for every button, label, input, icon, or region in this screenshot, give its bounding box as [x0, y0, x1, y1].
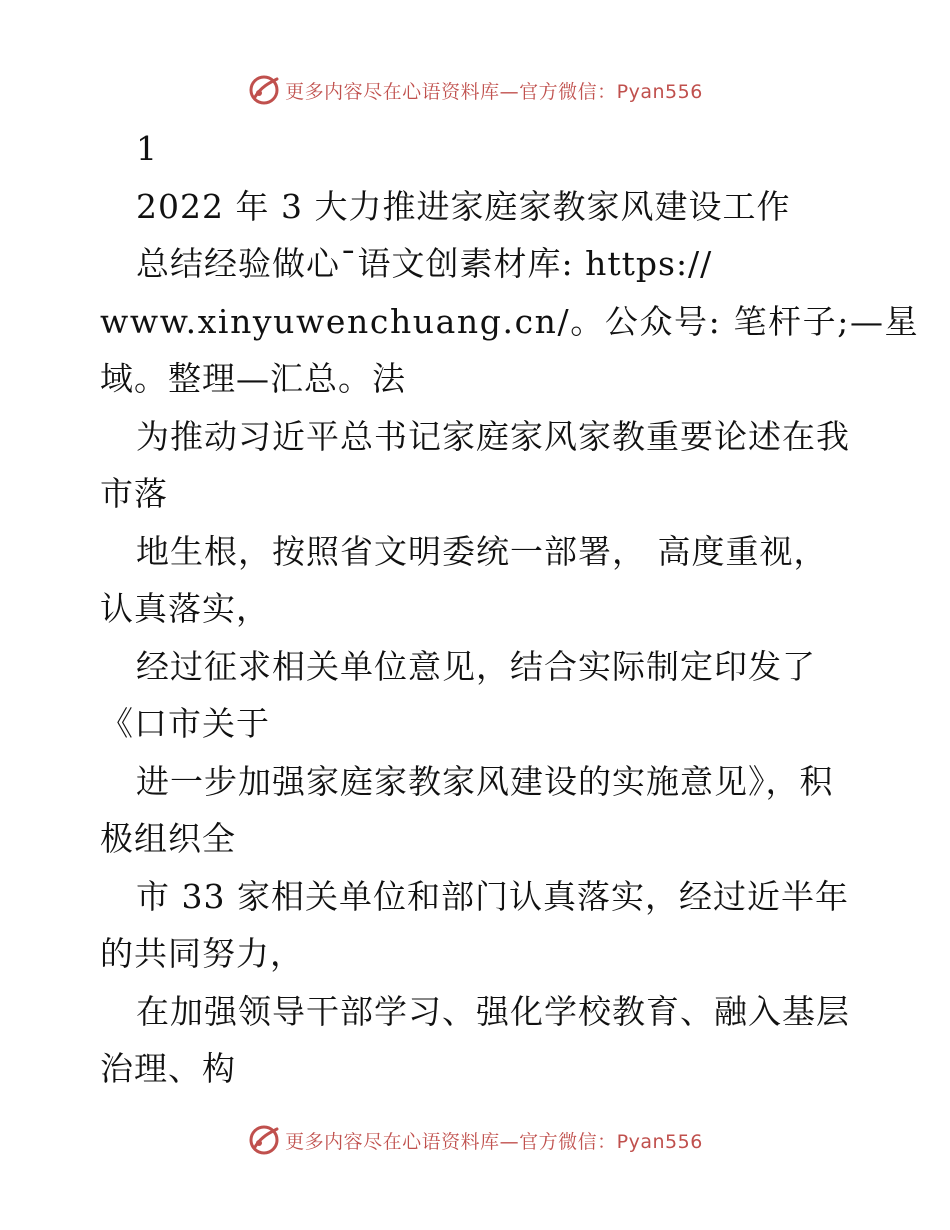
- paragraph-line: 地生根，按照省文明委统一部署， 高度重视，: [136, 531, 828, 571]
- header-watermark-text: 更多内容尽在心语资料库—官方微信：Pyan556: [285, 80, 703, 103]
- paragraph-line: 经过征求相关单位意见，结合实际制定印发了: [136, 646, 816, 686]
- document-title: 2022 年 3 大力推进家庭家教家风建设工作: [136, 186, 791, 226]
- paragraph-line: 进一步加强家庭家教家风建设的实施意见》，积: [136, 761, 834, 801]
- page-number: 1: [136, 129, 158, 168]
- header-watermark: [0, 70, 950, 110]
- paragraph-line: 极组织全: [100, 819, 236, 858]
- paragraph-line: 市落: [100, 474, 168, 513]
- paragraph-line: 的共同努力，: [100, 934, 304, 973]
- paragraph-line: 《口市关于: [100, 704, 270, 743]
- paragraph-line: 市 33 家相关单位和部门认真落实，经过近半年: [136, 876, 849, 916]
- paragraph-line: www.xinyuwenchuang.cn/。公众号: 笔杆子;—星: [100, 301, 920, 341]
- document-body: [100, 120, 920, 1098]
- paragraph-line: 为推动习近平总书记家庭家风家教重要论述在我: [136, 416, 850, 456]
- paragraph-line: 总结经验做心¯语文创素材库: https://: [136, 244, 713, 283]
- footer-watermark: [0, 1120, 950, 1160]
- pen-logo-icon: [247, 73, 281, 107]
- paragraph-line: 认真落实，: [100, 589, 270, 628]
- paragraph-line: 域。整理—汇总。法: [100, 359, 406, 398]
- paragraph-line: 在加强领导干部学习、强化学校教育、融入基层: [136, 991, 850, 1031]
- paragraph-line: 治理、构: [100, 1049, 236, 1088]
- footer-watermark-text: 更多内容尽在心语资料库—官方微信：Pyan556: [285, 1130, 703, 1153]
- pen-logo-icon: [247, 1123, 281, 1157]
